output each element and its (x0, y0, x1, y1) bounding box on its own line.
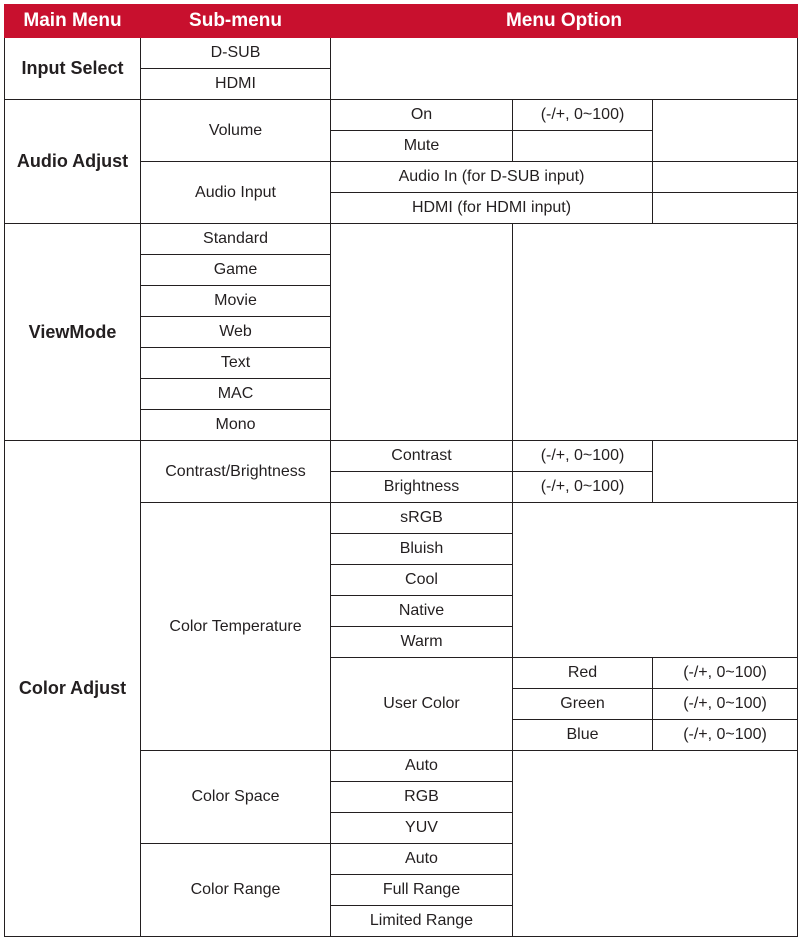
user-color-green-range: (-/+, 0~100) (653, 689, 798, 720)
color-space-yuv: YUV (331, 813, 513, 844)
user-color-option: User Color (331, 658, 513, 751)
viewmode-main: ViewMode (5, 224, 141, 441)
color-space-rgb: RGB (331, 782, 513, 813)
volume-on-range: (-/+, 0~100) (513, 100, 653, 131)
color-adjust-main: Color Adjust (5, 441, 141, 937)
viewmode-blank-1 (331, 224, 513, 441)
header-row (5, 5, 798, 38)
color-range-full: Full Range (331, 875, 513, 906)
table-row (5, 441, 798, 472)
table-row (5, 100, 798, 131)
viewmode-standard: Standard (141, 224, 331, 255)
color-temperature-submenu: Color Temperature (141, 503, 331, 751)
sub-menu-header: Sub-menu (141, 5, 331, 38)
color-range-auto: Auto (331, 844, 513, 875)
volume-mute-blank (513, 131, 653, 162)
viewmode-movie: Movie (141, 286, 331, 317)
volume-on: On (331, 100, 513, 131)
contrast-brightness-blank (653, 441, 798, 503)
color-temp-srgb: sRGB (331, 503, 513, 534)
color-temp-bluish: Bluish (331, 534, 513, 565)
color-temp-warm: Warm (331, 627, 513, 658)
color-range-submenu: Color Range (141, 844, 331, 937)
audio-input-dsub-blank (653, 162, 798, 193)
audio-adjust-main: Audio Adjust (5, 100, 141, 224)
user-color-red-range: (-/+, 0~100) (653, 658, 798, 689)
input-select-dsub: D-SUB (141, 38, 331, 69)
viewmode-web: Web (141, 317, 331, 348)
audio-input-dsub: Audio In (for D-SUB input) (331, 162, 653, 193)
input-select-main: Input Select (5, 38, 141, 100)
input-select-hdmi: HDMI (141, 69, 331, 100)
input-select-option-blank (331, 38, 798, 100)
viewmode-mac: MAC (141, 379, 331, 410)
table-row (5, 38, 798, 69)
menu-option-header: Menu Option (331, 5, 798, 38)
user-color-blue-range: (-/+, 0~100) (653, 720, 798, 751)
viewmode-blank-2 (513, 224, 798, 441)
viewmode-mono: Mono (141, 410, 331, 441)
color-temp-presets-blank (513, 503, 798, 658)
color-space-range-blank (513, 751, 798, 937)
audio-input-hdmi-blank (653, 193, 798, 224)
brightness-option: Brightness (331, 472, 513, 503)
color-space-submenu: Color Space (141, 751, 331, 844)
volume-blank (653, 100, 798, 162)
color-temp-native: Native (331, 596, 513, 627)
color-space-auto: Auto (331, 751, 513, 782)
contrast-brightness-submenu: Contrast/Brightness (141, 441, 331, 503)
osd-menu-table (4, 4, 798, 937)
contrast-option: Contrast (331, 441, 513, 472)
contrast-range: (-/+, 0~100) (513, 441, 653, 472)
color-temp-cool: Cool (331, 565, 513, 596)
volume-mute: Mute (331, 131, 513, 162)
color-range-limited: Limited Range (331, 906, 513, 937)
user-color-green: Green (513, 689, 653, 720)
viewmode-game: Game (141, 255, 331, 286)
audio-input-hdmi: HDMI (for HDMI input) (331, 193, 653, 224)
volume-submenu: Volume (141, 100, 331, 162)
brightness-range: (-/+, 0~100) (513, 472, 653, 503)
audio-input-submenu: Audio Input (141, 162, 331, 224)
main-menu-header: Main Menu (5, 5, 141, 38)
table-row (5, 224, 798, 255)
user-color-red: Red (513, 658, 653, 689)
user-color-blue: Blue (513, 720, 653, 751)
viewmode-text: Text (141, 348, 331, 379)
